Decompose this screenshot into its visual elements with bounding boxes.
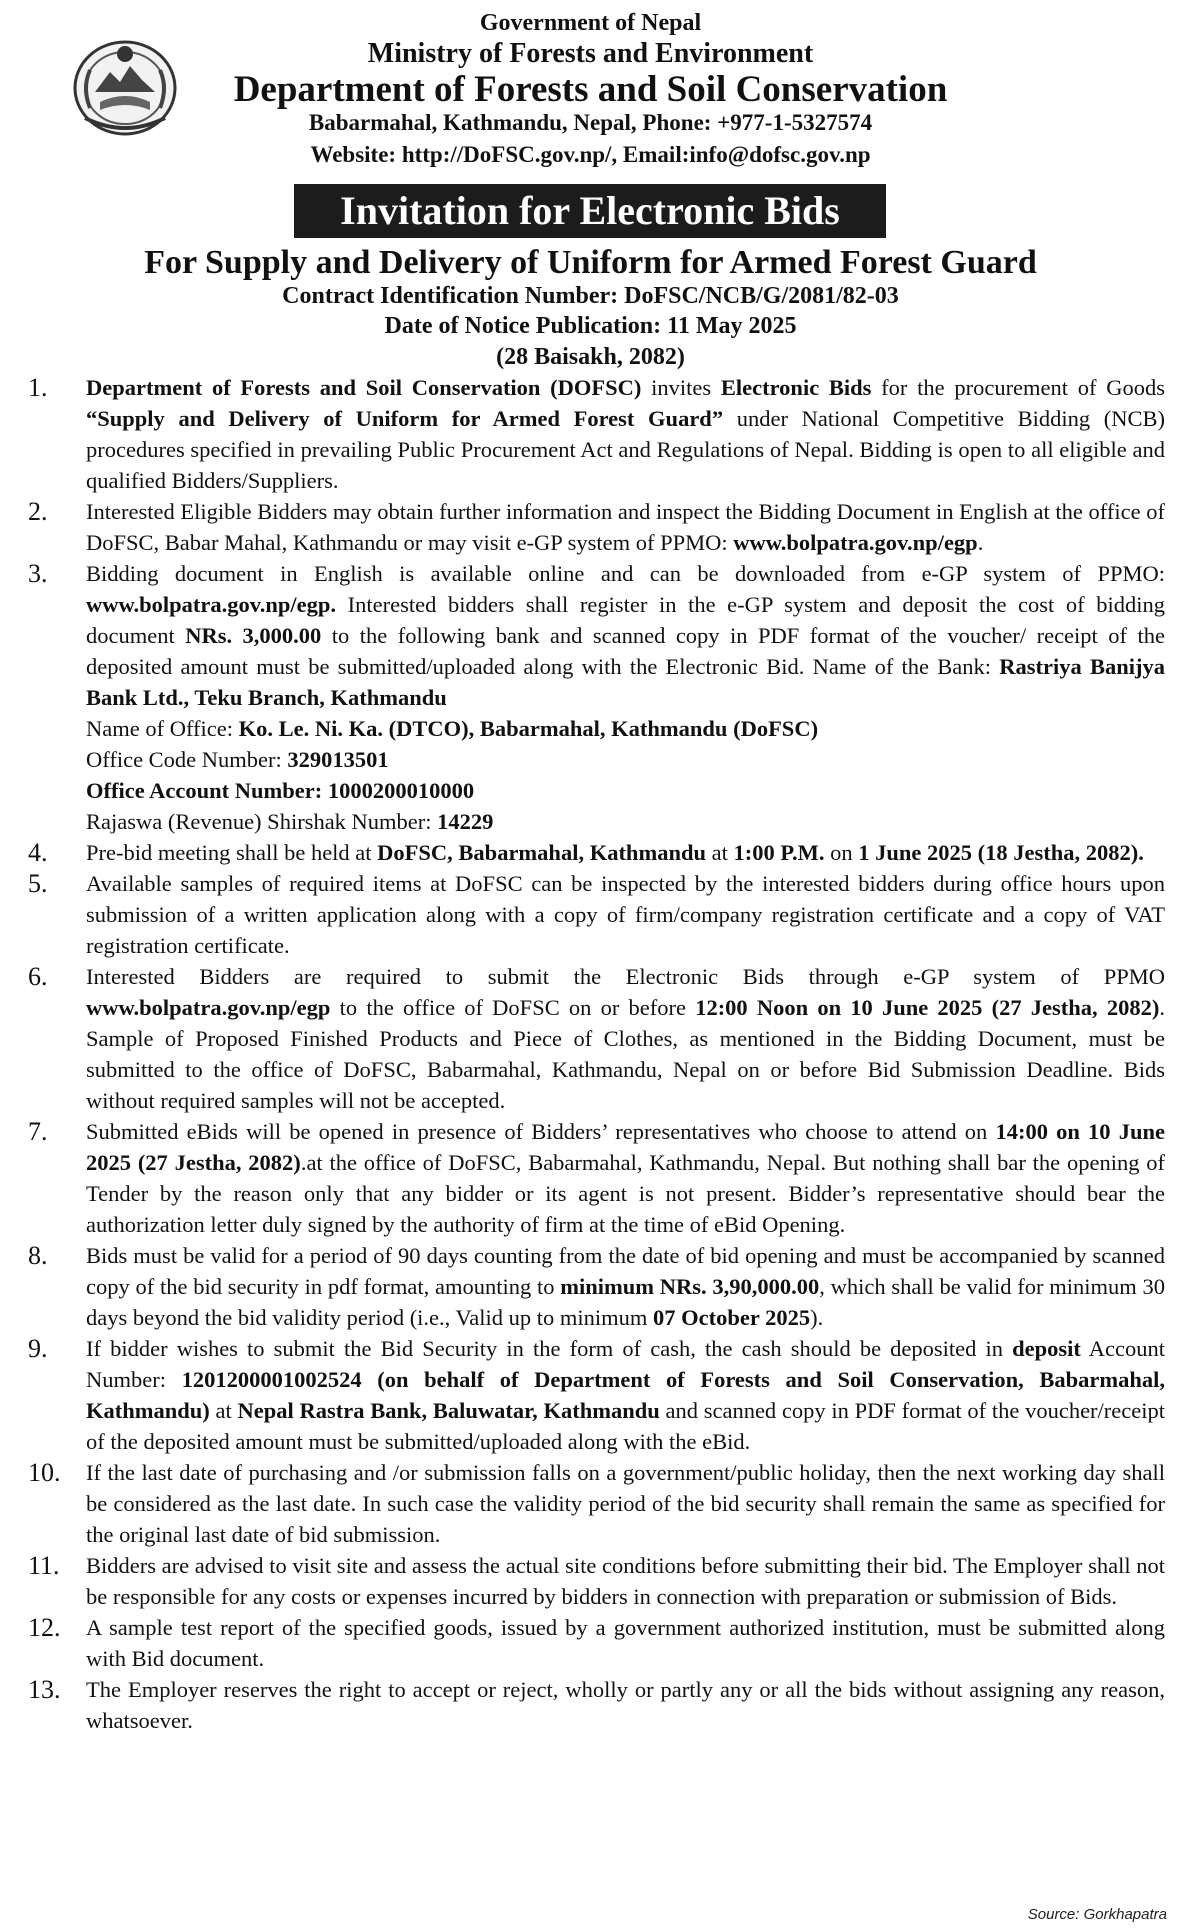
item-text: Account Number:	[86, 1336, 1165, 1392]
list-item	[0, 1457, 1181, 1550]
item-text: DoFSC, Babarmahal, Kathmandu	[377, 840, 706, 865]
item-text: to the following bank and scanned copy in PDF format of the voucher/ receipt of the deposited amount must be submitted/uploaded along with the Electronic Bid. Name of the Bank:	[86, 623, 1165, 679]
item-text: ).	[810, 1305, 824, 1330]
list-item	[0, 1550, 1181, 1612]
list-item	[0, 496, 1181, 558]
item-text: Available samples of required items at DoFSC can be inspected by the interested bidders during office hours upon submission of a written application along with a copy of firm/company registration certificate and a copy of VAT registration certificate.	[86, 871, 1165, 958]
list-item	[0, 1240, 1181, 1333]
item-text: Bids must be valid for a period of 90 days counting from the date of bid opening and must be accompanied by scanned copy of the bid security in pdf format, amounting to	[86, 1243, 1165, 1299]
list-item	[0, 1612, 1181, 1674]
item-subline	[86, 713, 1165, 744]
item-text: to the office of DoFSC on or before	[330, 995, 696, 1020]
item-text: NRs. 3,000.00	[185, 623, 322, 648]
item-text: Office Account Number: 1000200010000	[86, 778, 475, 803]
item-text: Office Code Number:	[86, 747, 288, 772]
item-text: The Employer reserves the right to accept or reject, wholly or partly any or all the bids without assigning any reason, whatsoever.	[86, 1677, 1165, 1733]
contract-id: Contract Identification Number: DoFSC/NCB/G/2081/82-03	[282, 283, 899, 309]
item-number: 4.	[28, 838, 48, 867]
item-text: 14229	[437, 809, 494, 834]
item-text: 1201200001002524 (on behalf of Department of Forests and Soil Conservation, Babarmahal, Kathmandu)	[86, 1367, 1166, 1423]
item-text: www.bolpatra.gov.np/egp.	[86, 592, 337, 617]
department-website: Website: http://DoFSC.gov.np/, Email:info@dofsc.gov.np	[310, 142, 871, 167]
item-text: under National Competitive Bidding (NCB) procedures specified in prevailing Public Procurement Act and Regulations of Nepal. Bidding is open to all eligible and qualified Bidders/Suppliers.	[86, 406, 1166, 493]
item-text: at	[705, 840, 734, 865]
item-text: 07 October 2025	[653, 1305, 811, 1330]
department-address: Babarmahal, Kathmandu, Nepal, Phone: +977-1-5327574	[308, 110, 873, 135]
list-item	[0, 837, 1181, 868]
notice-items-list	[0, 372, 1181, 1736]
item-number: 3.	[28, 559, 48, 588]
item-text: www.bolpatra.gov.np/egp	[733, 530, 978, 555]
item-text: Name of Office:	[86, 716, 239, 741]
item-subline	[86, 806, 1165, 837]
item-text: Interested bidders shall register in the e-GP system and deposit the cost of bidding document	[86, 592, 1165, 648]
item-text: Interested Bidders are required to submit the Electronic Bids through e-GP system of PPMO	[86, 964, 1165, 989]
item-number: 9.	[28, 1334, 48, 1363]
item-text: 1 June 2025 (18 Jestha, 2082).	[858, 840, 1144, 865]
item-text: Bidders are advised to visit site and assess the actual site conditions before submitting their bid. The Employer shall not be responsible for any costs or expenses incurred by bidders in connection with preparation or submission of Bids.	[86, 1553, 1165, 1609]
item-text: 14:00 on 10 June 2025 (27 Jestha, 2082)	[86, 1119, 1165, 1175]
notice-title: Invitation for Electronic Bids	[294, 184, 886, 238]
item-text: .	[977, 530, 984, 555]
item-text: www.bolpatra.gov.np/egp	[86, 995, 331, 1020]
list-item	[0, 961, 1181, 1116]
item-text: Ko. Le. Ni. Ka. (DTCO), Babarmahal, Kathmandu (DoFSC)	[238, 716, 819, 741]
item-text: Pre-bid meeting shall be held at	[86, 840, 378, 865]
item-number: 1.	[28, 373, 48, 402]
item-text: Department of Forests and Soil Conservation (DOFSC)	[86, 375, 642, 400]
item-text: at	[209, 1398, 238, 1423]
item-text: on	[824, 840, 859, 865]
notice-subtitle: For Supply and Delivery of Uniform for Armed Forest Guard	[144, 244, 1037, 281]
nepali-date: (28 Baisakh, 2082)	[496, 344, 685, 370]
item-text: for the procurement of Goods	[871, 375, 1165, 400]
item-number: 5.	[28, 869, 48, 898]
item-text: Rajaswa (Revenue) Shirshak Number:	[86, 809, 438, 834]
list-item	[0, 372, 1181, 496]
item-number: 10.	[28, 1458, 61, 1487]
government-name: Government of Nepal	[479, 10, 702, 36]
list-item	[0, 1116, 1181, 1240]
ministry-name: Ministry of Forests and Environment	[367, 38, 814, 69]
item-text: 329013501	[287, 747, 389, 772]
item-text: and scanned copy in PDF format of the voucher/receipt of the deposited amount must be submitted/uploaded along with the eBid.	[86, 1398, 1166, 1454]
item-number: 13.	[28, 1675, 61, 1704]
item-text: If the last date of purchasing and /or submission falls on a government/public holiday, then the next working day shall be considered as the last date. In such case the validity period of the bid security shall remain the same as specified for the original last date of bid submission.	[86, 1460, 1165, 1547]
item-text: .at the office of DoFSC, Babarmahal, Kathmandu, Nepal. But nothing shall bar the opening of Tender by the reason only that any bidder or its agent is not present. Bidder’s representative should bear the authorization letter duly signed by the authority of firm at the time of eBid Opening.	[86, 1150, 1166, 1237]
item-text: Nepal Rastra Bank, Baluwatar, Kathmandu	[237, 1398, 660, 1423]
item-subline	[86, 744, 1165, 775]
item-text: 12:00 Noon on 10 June 2025 (27 Jestha, 2082)	[695, 995, 1160, 1020]
item-text: If bidder wishes to submit the Bid Security in the form of cash, the cash should be deposited in	[86, 1336, 1013, 1361]
item-text: invites	[641, 375, 721, 400]
source-credit: Source: Gorkhapatra	[1027, 1906, 1167, 1923]
item-text: “Supply and Delivery of Uniform for Armed Forest Guard”	[86, 406, 724, 431]
item-text: Interested Eligible Bidders may obtain further information and inspect the Bidding Document in English at the office of DoFSC, Babar Mahal, Kathmandu or may visit e-GP system of PPMO:	[86, 499, 1165, 555]
list-item	[0, 1333, 1181, 1457]
department-name: Department of Forests and Soil Conservation	[233, 69, 948, 110]
item-text: Submitted eBids will be opened in presence of Bidders’ representatives who choose to attend on	[86, 1119, 996, 1144]
list-item	[0, 558, 1181, 837]
item-text: A sample test report of the specified goods, issued by a government authorized institution, must be submitted along with Bid document.	[86, 1615, 1165, 1671]
item-number: 12.	[28, 1613, 61, 1642]
item-text: Rastriya Banijya Bank Ltd., Teku Branch, Kathmandu	[86, 654, 1166, 710]
item-number: 2.	[28, 497, 48, 526]
item-text: , which shall be valid for minimum 30 days beyond the bid validity period (i.e., Valid up to minimum	[86, 1274, 1165, 1330]
item-text: Electronic Bids	[720, 375, 872, 400]
item-text: minimum NRs. 3,90,000.00	[560, 1274, 820, 1299]
item-number: 6.	[28, 962, 48, 991]
list-item	[0, 1674, 1181, 1736]
item-text: deposit	[1012, 1336, 1081, 1361]
item-number: 7.	[28, 1117, 48, 1146]
list-item	[0, 868, 1181, 961]
item-number: 11.	[28, 1551, 60, 1580]
item-number: 8.	[28, 1241, 48, 1270]
item-subline	[86, 775, 1165, 806]
item-text: 1:00 P.M.	[733, 840, 825, 865]
publication-date: Date of Notice Publication: 11 May 2025	[384, 313, 797, 339]
item-text: Bidding document in English is available online and can be downloaded from e-GP system of PPMO:	[86, 561, 1165, 586]
item-text: . Sample of Proposed Finished Products and Piece of Clothes, as mentioned in the Bidding Document, must be submitted to the office of DoFSC, Babarmahal, Kathmandu, Nepal on or before Bid Submission Deadline. Bids without required samples will not be accepted.	[86, 995, 1165, 1113]
